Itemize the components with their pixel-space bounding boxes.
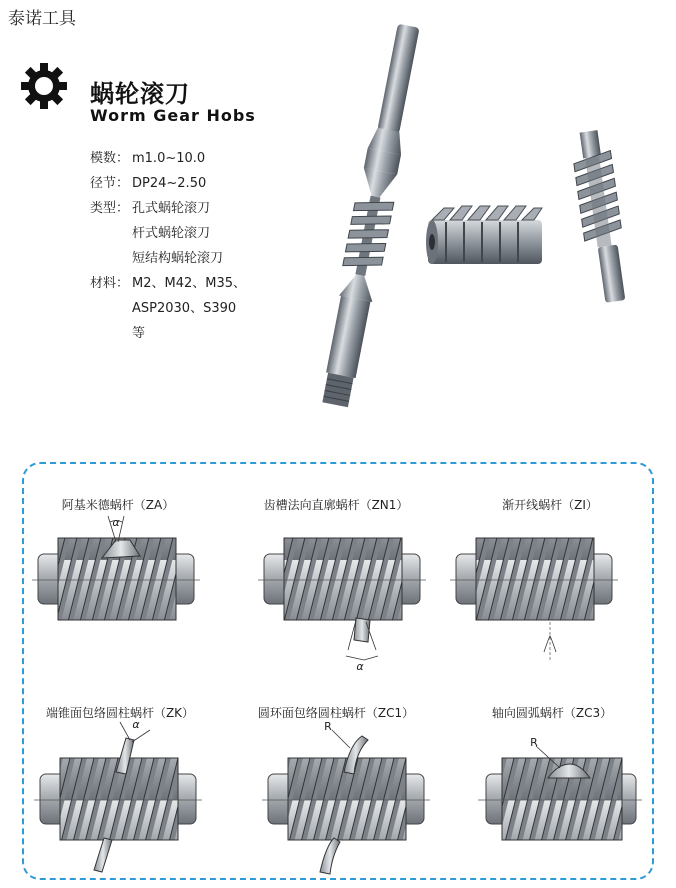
spec-value: ASP2030、S390 (132, 301, 237, 316)
spec-value: M2、M42、M35、 (132, 276, 247, 291)
spec-value: 孔式蜗轮滚刀 (132, 201, 211, 216)
diagram-label-zi: 渐开线蜗杆（ZI） (502, 498, 598, 512)
diagram-label-zk: 端锥面包络圆柱蜗杆（ZK） (45, 706, 195, 720)
alpha-marker: α (112, 516, 120, 529)
spec-value: DP24~2.50 (132, 176, 207, 191)
spec-label: 类型： (90, 201, 130, 216)
brand-name: 泰诺工具 (8, 9, 76, 29)
page-subtitle: Worm Gear Hobs (90, 106, 256, 125)
spec-label: 径节： (90, 176, 130, 191)
page-title: 蜗轮滚刀 (90, 80, 190, 108)
alpha-marker: α (132, 718, 140, 731)
spec-value: 杆式蜗轮滚刀 (132, 226, 211, 241)
diagram-zi (450, 538, 618, 660)
diagram-label-zn1: 齿槽法向直廓蜗杆（ZN1） (263, 498, 409, 512)
diagram-zc1 (262, 720, 430, 874)
alpha-marker: α (356, 660, 364, 673)
diagram-zc3 (478, 736, 642, 840)
diagram-label-zc3: 轴向圆弧蜗杆（ZC3） (491, 706, 613, 720)
diagram-label-zc1: 圆环面包络圆柱蜗杆（ZC1） (257, 706, 415, 720)
diagram-zn1 (258, 538, 426, 673)
diagram-zk (34, 718, 202, 872)
spec-value: m1.0~10.0 (132, 151, 206, 166)
spec-label: 材料： (90, 276, 130, 291)
spec-label: 模数： (90, 151, 130, 166)
spec-value: 等 (132, 326, 146, 341)
diagram-label-za: 阿基米德蜗杆（ZA） (61, 498, 175, 512)
radius-marker: R (324, 720, 332, 733)
diagram-za (32, 516, 200, 620)
radius-marker: R (530, 736, 538, 749)
spec-value: 短结构蜗轮滚刀 (132, 251, 224, 266)
